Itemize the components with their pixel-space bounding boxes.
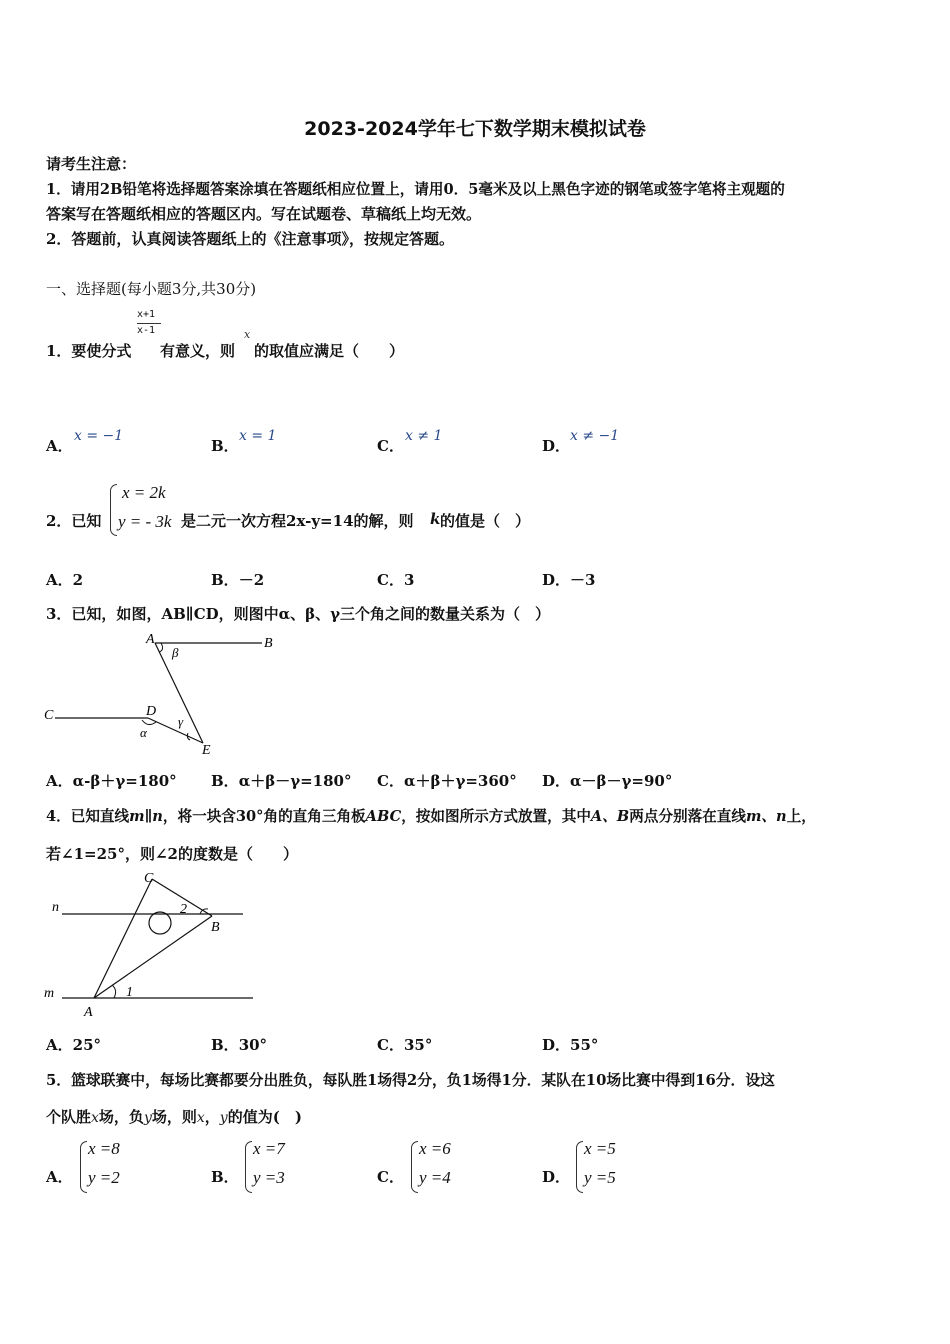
q1-text-c: 的取值应满足（ ） — [254, 342, 405, 360]
q2-text-b: 是二元一次方程2x-y=14的解，则 — [181, 512, 414, 530]
q4-side-ac — [94, 879, 152, 998]
q5-option-b-brace — [245, 1141, 252, 1193]
q4-triangle-hole — [149, 912, 171, 934]
q4-figure — [40, 866, 270, 1021]
q5-option-d-line-2: y =5 — [584, 1168, 616, 1187]
q4-line-1: 4．已知直线m∥n，将一块含30°角的直角三角板ABC，按如图所示方式放置，其中A、B两点分别落在直线m、n上， — [46, 808, 816, 825]
q1-fraction-denominator: x-1 — [137, 325, 156, 336]
q3-option-d: D．α－β－γ=90° — [542, 772, 673, 790]
q1-variable: x — [244, 328, 251, 341]
q4-label-2: 2 — [180, 902, 187, 917]
q4-option-b: B．30° — [211, 1036, 268, 1054]
q3-option-b: B．α＋β－γ=180° — [211, 772, 352, 790]
q2-variable: k — [430, 510, 441, 528]
q3-label-d: D — [146, 704, 157, 719]
q3-option-c: C．α＋β＋γ=360° — [377, 772, 517, 790]
q3-label-beta: β — [172, 645, 179, 660]
q4-arc-1 — [112, 985, 116, 998]
q4-option-a: A．25° — [46, 1036, 102, 1054]
q1-option-c-value: x ≠ 1 — [405, 428, 443, 444]
q2-text-c: 的值是（ ） — [440, 512, 531, 530]
q4-label-c: C — [144, 871, 154, 886]
q5-option-b-label: B． — [211, 1168, 239, 1186]
q5-option-a-label: A． — [46, 1168, 73, 1186]
q5-option-a-line-2: y =2 — [88, 1168, 120, 1187]
q5-option-c-brace — [411, 1141, 418, 1193]
q5-line-2: 个队胜x场，负y场，则x，y的值为( ) — [46, 1108, 302, 1126]
q4-label-n: n — [52, 900, 59, 915]
q1-option-d-label: D． — [542, 437, 571, 455]
q2-system-line-1: x = 2k — [122, 483, 166, 502]
section-heading: 一、选择题(每小题3分,共30分) — [46, 280, 257, 298]
q4-label-a: A — [84, 1005, 93, 1020]
q4-side-ab — [94, 916, 212, 998]
notice-heading: 请考生注意： — [46, 155, 137, 173]
q5-option-c-line-2: y =4 — [419, 1168, 451, 1187]
q5-option-d-brace — [576, 1141, 583, 1193]
q3-label-c: C — [44, 708, 54, 723]
q5-option-c-line-1: x =6 — [419, 1139, 451, 1158]
q1-option-c-label: C． — [377, 437, 404, 455]
q2-system-line-2: y = - 3k — [118, 512, 172, 531]
q3-segment-de — [148, 718, 203, 743]
q4-label-1: 1 — [126, 985, 133, 1000]
q2-option-b: B．－2 — [211, 571, 265, 589]
q2-text-a: 2．已知 — [46, 512, 102, 530]
q5-line-1: 5．篮球联赛中，每场比赛都要分出胜负，每队胜1场得2分，负1场得1分．某队在10场比赛中得到16分．设这 — [46, 1072, 775, 1089]
q3-label-alpha: α — [140, 725, 147, 740]
q2-option-c: C．3 — [377, 571, 415, 589]
q1-fraction-bar — [137, 323, 161, 324]
q1-fraction-numerator: x+1 — [137, 309, 156, 320]
q1-option-b-label: B． — [211, 437, 239, 455]
q5-option-d-label: D． — [542, 1168, 571, 1186]
q3-label-e: E — [202, 743, 211, 758]
q4-label-m: m — [44, 986, 55, 1001]
q1-option-b-value: x = 1 — [239, 428, 277, 444]
q4-option-d: D．55° — [542, 1036, 599, 1054]
q1-text-a: 1．要使分式 — [46, 342, 132, 360]
q3-label-b: B — [264, 636, 273, 651]
q2-option-d: D．－3 — [542, 571, 596, 589]
q2-system-brace — [110, 484, 117, 536]
q4-option-c: C．35° — [377, 1036, 433, 1054]
q5-option-b-line-1: x =7 — [253, 1139, 285, 1158]
q4-label-b: B — [211, 920, 220, 935]
q2-option-a: A．2 — [46, 571, 84, 589]
q3-option-a: A．α-β＋γ=180° — [46, 772, 177, 790]
notice-line-1: 1．请用2B铅笔将选择题答案涂填在答题纸相应位置上，请用0．5毫米及以上黑色字迹的钢笔或签字笔将主观题的 — [46, 181, 785, 198]
notice-line-3: 2．答题前，认真阅读答题纸上的《注意事项》，按规定答题。 — [46, 230, 454, 248]
q1-option-a-value: x = −1 — [74, 428, 124, 444]
q5-option-c-label: C． — [377, 1168, 404, 1186]
q3-label-a: A — [146, 632, 155, 647]
q5-option-a-line-1: x =8 — [88, 1139, 120, 1158]
q5-option-d-line-1: x =5 — [584, 1139, 616, 1158]
q1-text-b: 有意义，则 — [160, 342, 236, 360]
q1-option-a-label: A． — [46, 437, 73, 455]
q5-option-a-brace — [80, 1141, 87, 1193]
q3-arc-beta — [159, 643, 163, 652]
q1-option-d-value: x ≠ −1 — [570, 428, 620, 444]
page-title: 2023-2024学年七下数学期末模拟试卷 — [304, 118, 646, 140]
q3-figure — [40, 628, 290, 760]
notice-line-2: 答案写在答题纸相应的答题区内。写在试题卷、草稿纸上均无效。 — [46, 205, 482, 223]
q3-text: 3．已知，如图，AB∥CD，则图中α、β、γ三个角之间的数量关系为（ ） — [46, 605, 551, 623]
q4-line-2: 若∠1=25°，则∠2的度数是（ ） — [46, 845, 298, 863]
q5-option-b-line-2: y =3 — [253, 1168, 285, 1187]
q3-label-gamma: γ — [178, 714, 184, 729]
